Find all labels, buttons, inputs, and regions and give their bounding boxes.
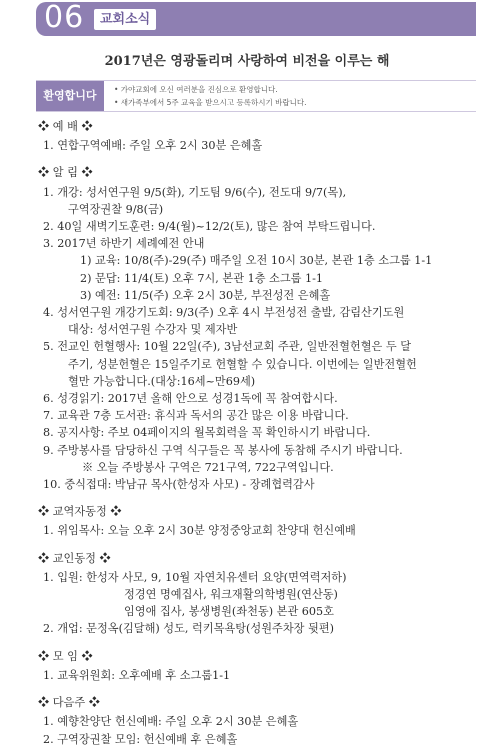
list-item: 1. 교육위원회: 오후예배 후 소그룹1-1 [43,668,231,682]
welcome-line: • 가야교회에 오신 여러분을 진심으로 환영합니다. [114,85,278,94]
list-item: 9. 주방봉사를 담당하신 구역 식구들은 꼭 봉사에 동참해 주시기 바랍니다. [43,443,403,457]
welcome-box [36,80,476,112]
announcements [30,118,480,748]
list-item: 10. 중식접대: 박남규 목사(한성자 사모) - 장례협력감사 [43,478,315,492]
list-item-cont: 임영애 집사, 봉생병원(좌천동) 본관 605호 [124,605,334,619]
sub-item: 1) 교육: 10/8(주)-29(주) 매주일 오전 10시 30분, 본관 1층 소그룹 1-1 [80,254,433,268]
welcome-line: • 새가족부에서 5주 교육을 받으시고 등록하시기 바랍니다. [114,98,307,107]
section-label: 교회소식 [94,9,156,30]
section-worship [30,118,480,154]
sub-item: 2) 문답: 11/4(토) 오후 7시, 본관 1층 소그룹 1-1 [80,271,324,285]
section-district [30,503,480,539]
list-item-cont: 구역장권찰 9/8(금) [68,202,164,216]
list-item-cont: 혈만 가능합니다.(대상:16세~만69세) [68,374,256,388]
section-number: 06 [44,0,85,35]
list-item: 3. 2017년 하반기 세례예전 안내 [43,237,205,251]
list-item: 1. 개강: 성서연구원 9/5(화), 기도팀 9/6(수), 전도대 9/7(목), [43,185,347,199]
section-members [30,550,480,638]
list-item: 6. 성경읽기: 2017년 올해 안으로 성경1독에 꼭 참여합시다. [43,392,338,406]
section-title: ❖ 모 임 ❖ [38,649,93,663]
list-item: 1. 연합구역예배: 주일 오후 2시 30분 은혜홀 [43,139,263,153]
section-title: ❖ 다음주 ❖ [38,696,100,710]
list-item: 2. 개업: 문정옥(김달해) 성도, 럭키목욕탕(성원주차장 뒷편) [43,622,334,636]
list-item: 8. 공지사항: 주보 04페이지의 월목회력을 꼭 확인하시기 바랍니다. [43,426,371,440]
list-item-cont: 정경연 명예집사, 워크재활의학병원(연산동) [124,588,338,602]
list-item-cont: 대상: 성서연구원 수강자 및 제자반 [68,323,238,337]
section-title: ❖ 알 림 ❖ [38,166,93,180]
section-notice [30,164,480,493]
sub-item: 3) 예전: 11/5(주) 오후 2시 30분, 부전성전 은혜홀 [80,288,331,302]
list-item: 1. 예향찬양단 헌신예배: 주일 오후 2시 30분 은혜홀 [43,715,299,729]
list-item: 2. 40일 새벽기도훈련: 9/4(월)~12/2(토), 많은 참여 부탁드립니다. [43,220,376,234]
section-title: ❖ 교인동정 ❖ [38,551,111,565]
list-item-cont: 주기, 성분헌혈은 15일주기로 헌혈할 수 있습니다. 이번에는 일반전혈헌 [68,357,417,371]
welcome-lines [114,83,307,109]
section-next-week [30,694,480,748]
list-item: 2. 구역장권찰 모임: 헌신예배 후 은혜홀 [43,732,238,746]
list-item: 7. 교육관 7층 도서관: 휴식과 독서의 공간 많은 이용 바랍니다. [43,409,349,423]
year-theme: 2017년은 영광돌리며 사랑하여 비전을 이루는 해 [104,54,390,69]
list-note: ※ 오늘 주방봉사 구역은 721구역, 722구역입니다. [82,460,334,474]
section-meeting [30,648,480,684]
list-item: 4. 성서연구원 개강기도회: 9/3(주) 오후 4시 부전성전 출발, 감림산기도원 [43,306,405,320]
section-title: ❖ 교역자동정 ❖ [38,505,122,519]
welcome-tag: 환영합니다 [36,81,104,111]
section-title: ❖ 예 배 ❖ [38,120,93,133]
list-item: 1. 입원: 한성자 사모, 9, 10월 자연치유센터 요양(면역력저하) [43,570,347,584]
list-item: 1. 위임목사: 오늘 오후 2시 30분 양정중앙교회 찬양대 헌신예배 [43,524,356,538]
list-item: 5. 전교인 헌혈행사: 10월 22일(주), 3남선교회 주관, 일반전혈헌혈은 두 달 [43,340,412,354]
